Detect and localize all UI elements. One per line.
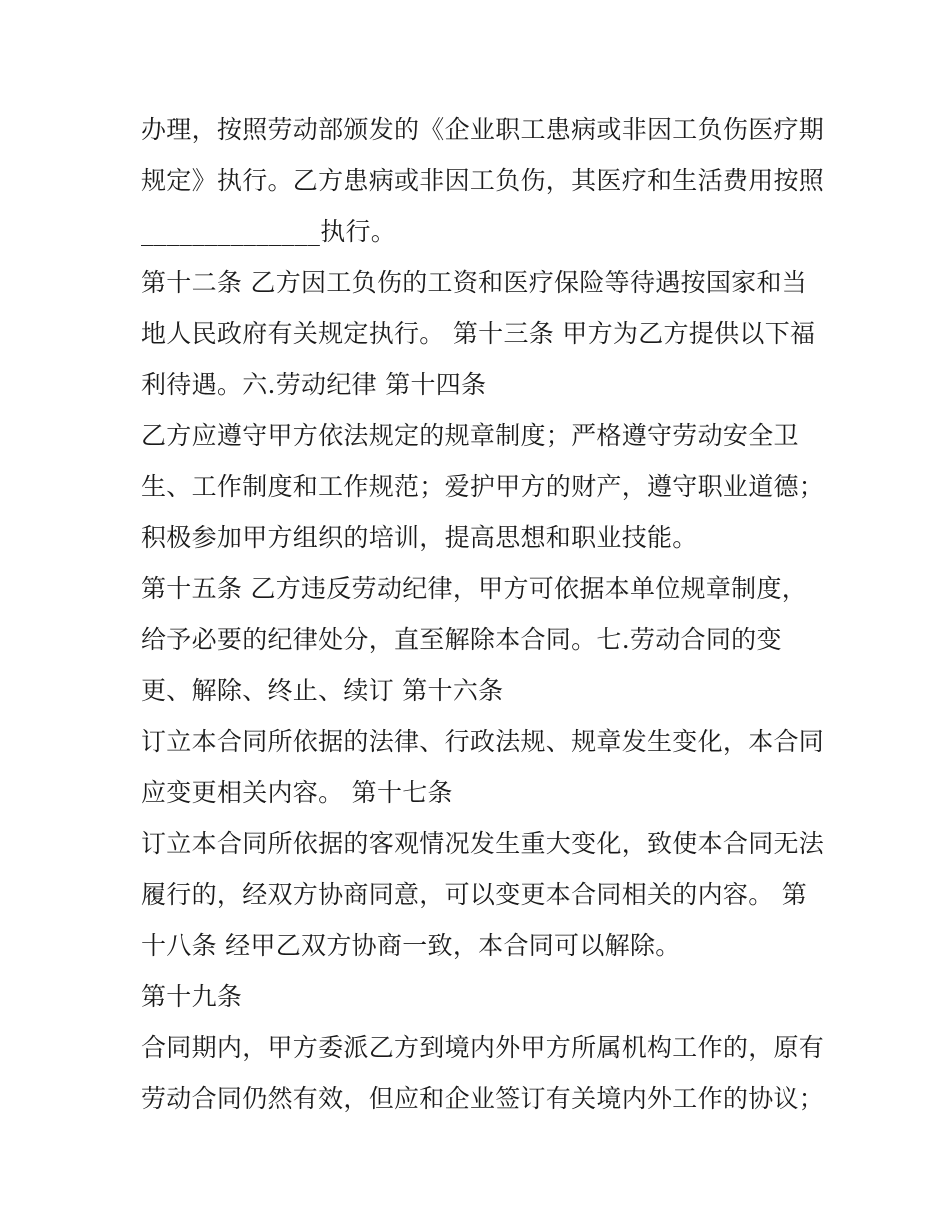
text-line: 规定》执行。乙方患病或非因工负伤，其医疗和生活费用按照	[141, 166, 825, 195]
text-line: 合同期内，甲方委派乙方到境内外甲方所属机构工作的，原有	[141, 1033, 825, 1062]
text-line: 第十九条	[141, 982, 243, 1011]
text-line: 乙方应遵守甲方依法规定的规章制度；严格遵守劳动安全卫	[141, 421, 799, 450]
text-line: 生、工作制度和工作规范；爱护甲方的财产，遵守职业道德；	[141, 472, 825, 501]
text-line: 利待遇。六.劳动纪律 第十四条	[141, 370, 487, 399]
text-line: ______________执行。	[141, 217, 397, 246]
text-line: 履行的，经双方协商同意，可以变更本合同相关的内容。 第	[141, 880, 808, 909]
text-line: 订立本合同所依据的客观情况发生重大变化，致使本合同无法	[141, 829, 825, 858]
text-line: 订立本合同所依据的法律、行政法规、规章发生变化，本合同	[141, 727, 825, 756]
text-line: 劳动合同仍然有效，但应和企业签订有关境内外工作的协议；	[141, 1084, 825, 1113]
text-line: 更、解除、终止、续订 第十六条	[141, 676, 504, 705]
text-line: 地人民政府有关规定执行。 第十三条 甲方为乙方提供以下福	[141, 319, 816, 348]
text-line: 应变更相关内容。 第十七条	[141, 778, 453, 807]
text-line: 给予必要的纪律处分，直至解除本合同。七.劳动合同的变	[141, 625, 782, 654]
text-line: 第十五条 乙方违反劳动纪律，甲方可依据本单位规章制度，	[141, 574, 808, 603]
text-line: 第十二条 乙方因工负伤的工资和医疗保险等待遇按国家和当	[141, 268, 808, 297]
text-line: 办理，按照劳动部颁发的《企业职工患病或非因工负伤医疗期	[141, 115, 825, 144]
text-line: 十八条 经甲乙双方协商一致，本合同可以解除。	[141, 931, 681, 960]
text-line: 积极参加甲方组织的培训，提高思想和职业技能。	[141, 523, 698, 552]
